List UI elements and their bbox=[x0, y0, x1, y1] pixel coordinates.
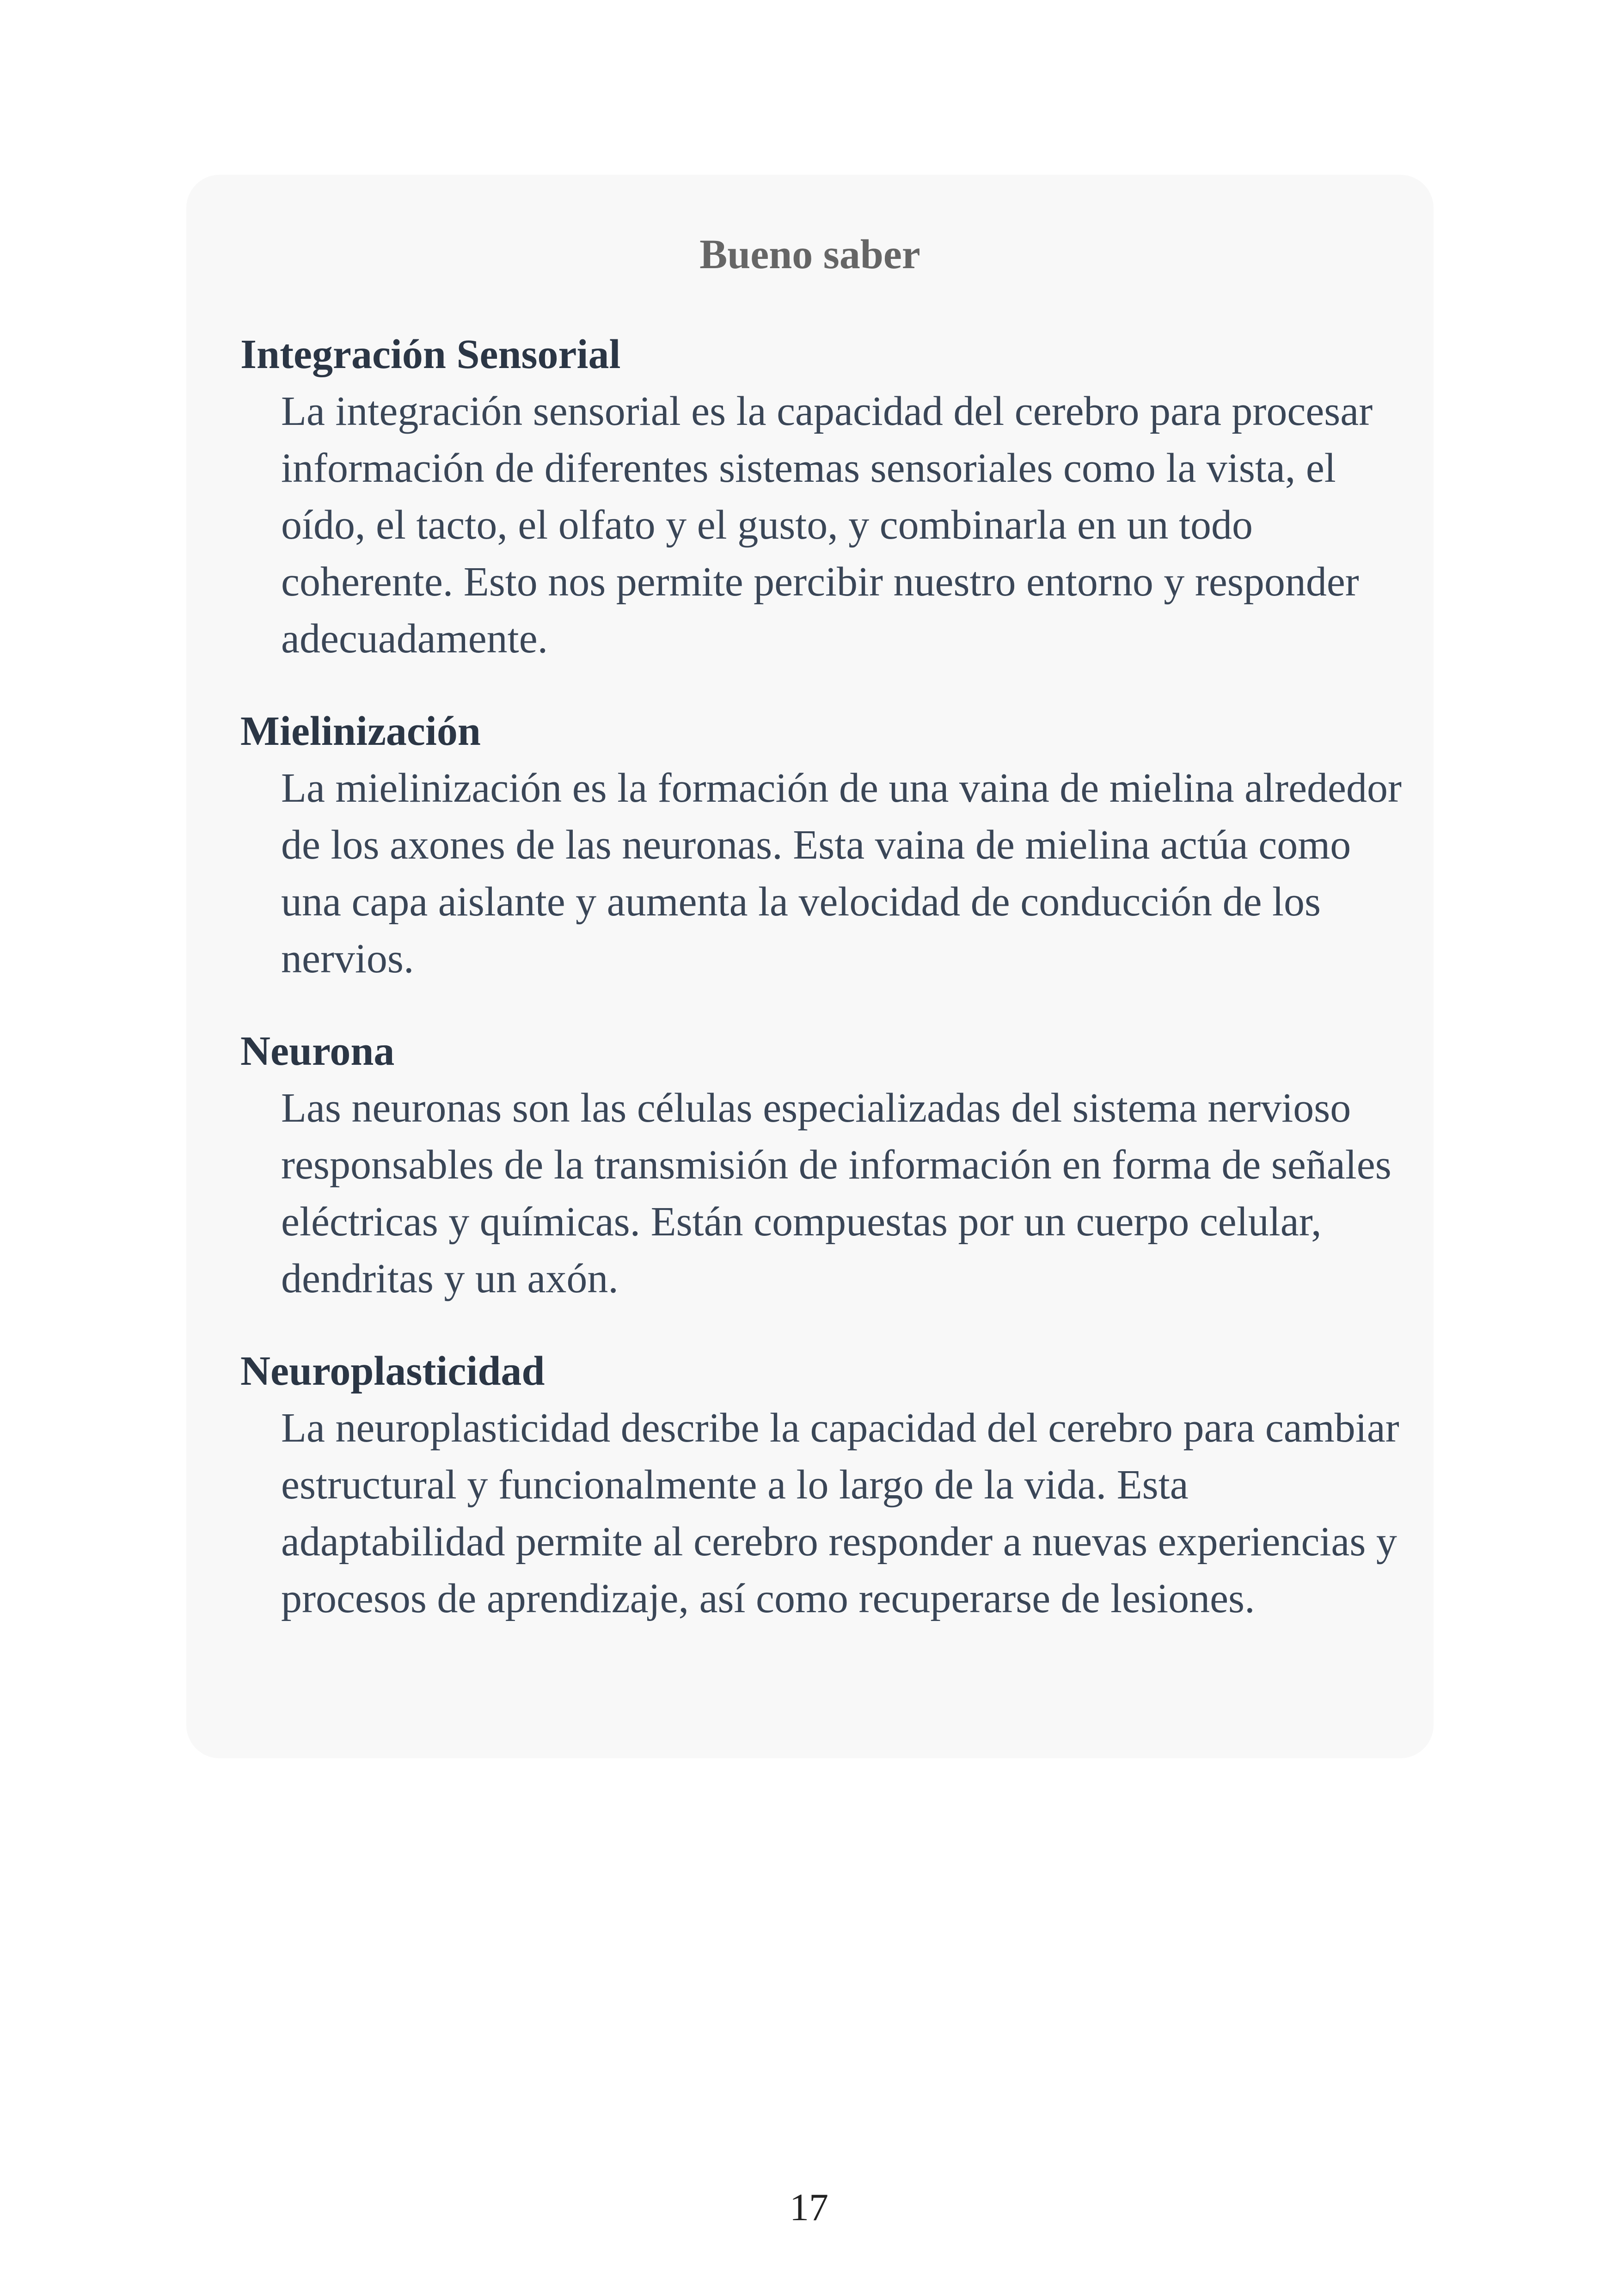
glossary-entry-neuroplasticidad bbox=[240, 1343, 1405, 1627]
glossary-entry-integracion-sensorial bbox=[240, 326, 1405, 667]
glossary-entry-mielinizacion bbox=[240, 703, 1405, 987]
glossary-definition: La mielinización es la formación de una vaina de mielina alrededor de los axones de las neuronas. Esta vaina de mielina actúa como una capa aislante y aumenta la velocidad de conducción de los nervios. bbox=[281, 765, 1402, 982]
glossary-term: Integración Sensorial bbox=[240, 332, 621, 377]
page-number: 17 bbox=[790, 2186, 828, 2229]
glossary-list bbox=[240, 326, 1405, 1663]
glossary-definition: La neuroplasticidad describe la capacidad del cerebro para cambiar estructural y funcionalmente a lo largo de la vida. Esta adaptabilidad permite al cerebro responder a nuevas experiencias y procesos de aprendizaje, así como recuperarse de lesiones. bbox=[281, 1405, 1399, 1621]
glossary-term: Mielinización bbox=[240, 708, 481, 754]
glossary-entry-neurona bbox=[240, 1023, 1405, 1307]
glossary-term: Neuroplasticidad bbox=[240, 1348, 545, 1394]
glossary-definition: Las neuronas son las células especializadas del sistema nervioso responsables de la transmisión de información en forma de señales eléctricas y químicas. Están compuestas por un cuerpo celular, dendritas y un axón. bbox=[281, 1085, 1391, 1301]
box-title: Bueno saber bbox=[699, 232, 920, 277]
good-to-know-box bbox=[186, 175, 1434, 1758]
glossary-term: Neurona bbox=[240, 1028, 395, 1074]
glossary-definition: La integración sensorial es la capacidad del cerebro para procesar información de diferentes sistemas sensoriales como la vista, el oído, el tacto, el olfato y el gusto, y combinarla en un todo coherente. Esto nos permite percibir nuestro entorno y responder adecuadamente. bbox=[281, 388, 1373, 662]
